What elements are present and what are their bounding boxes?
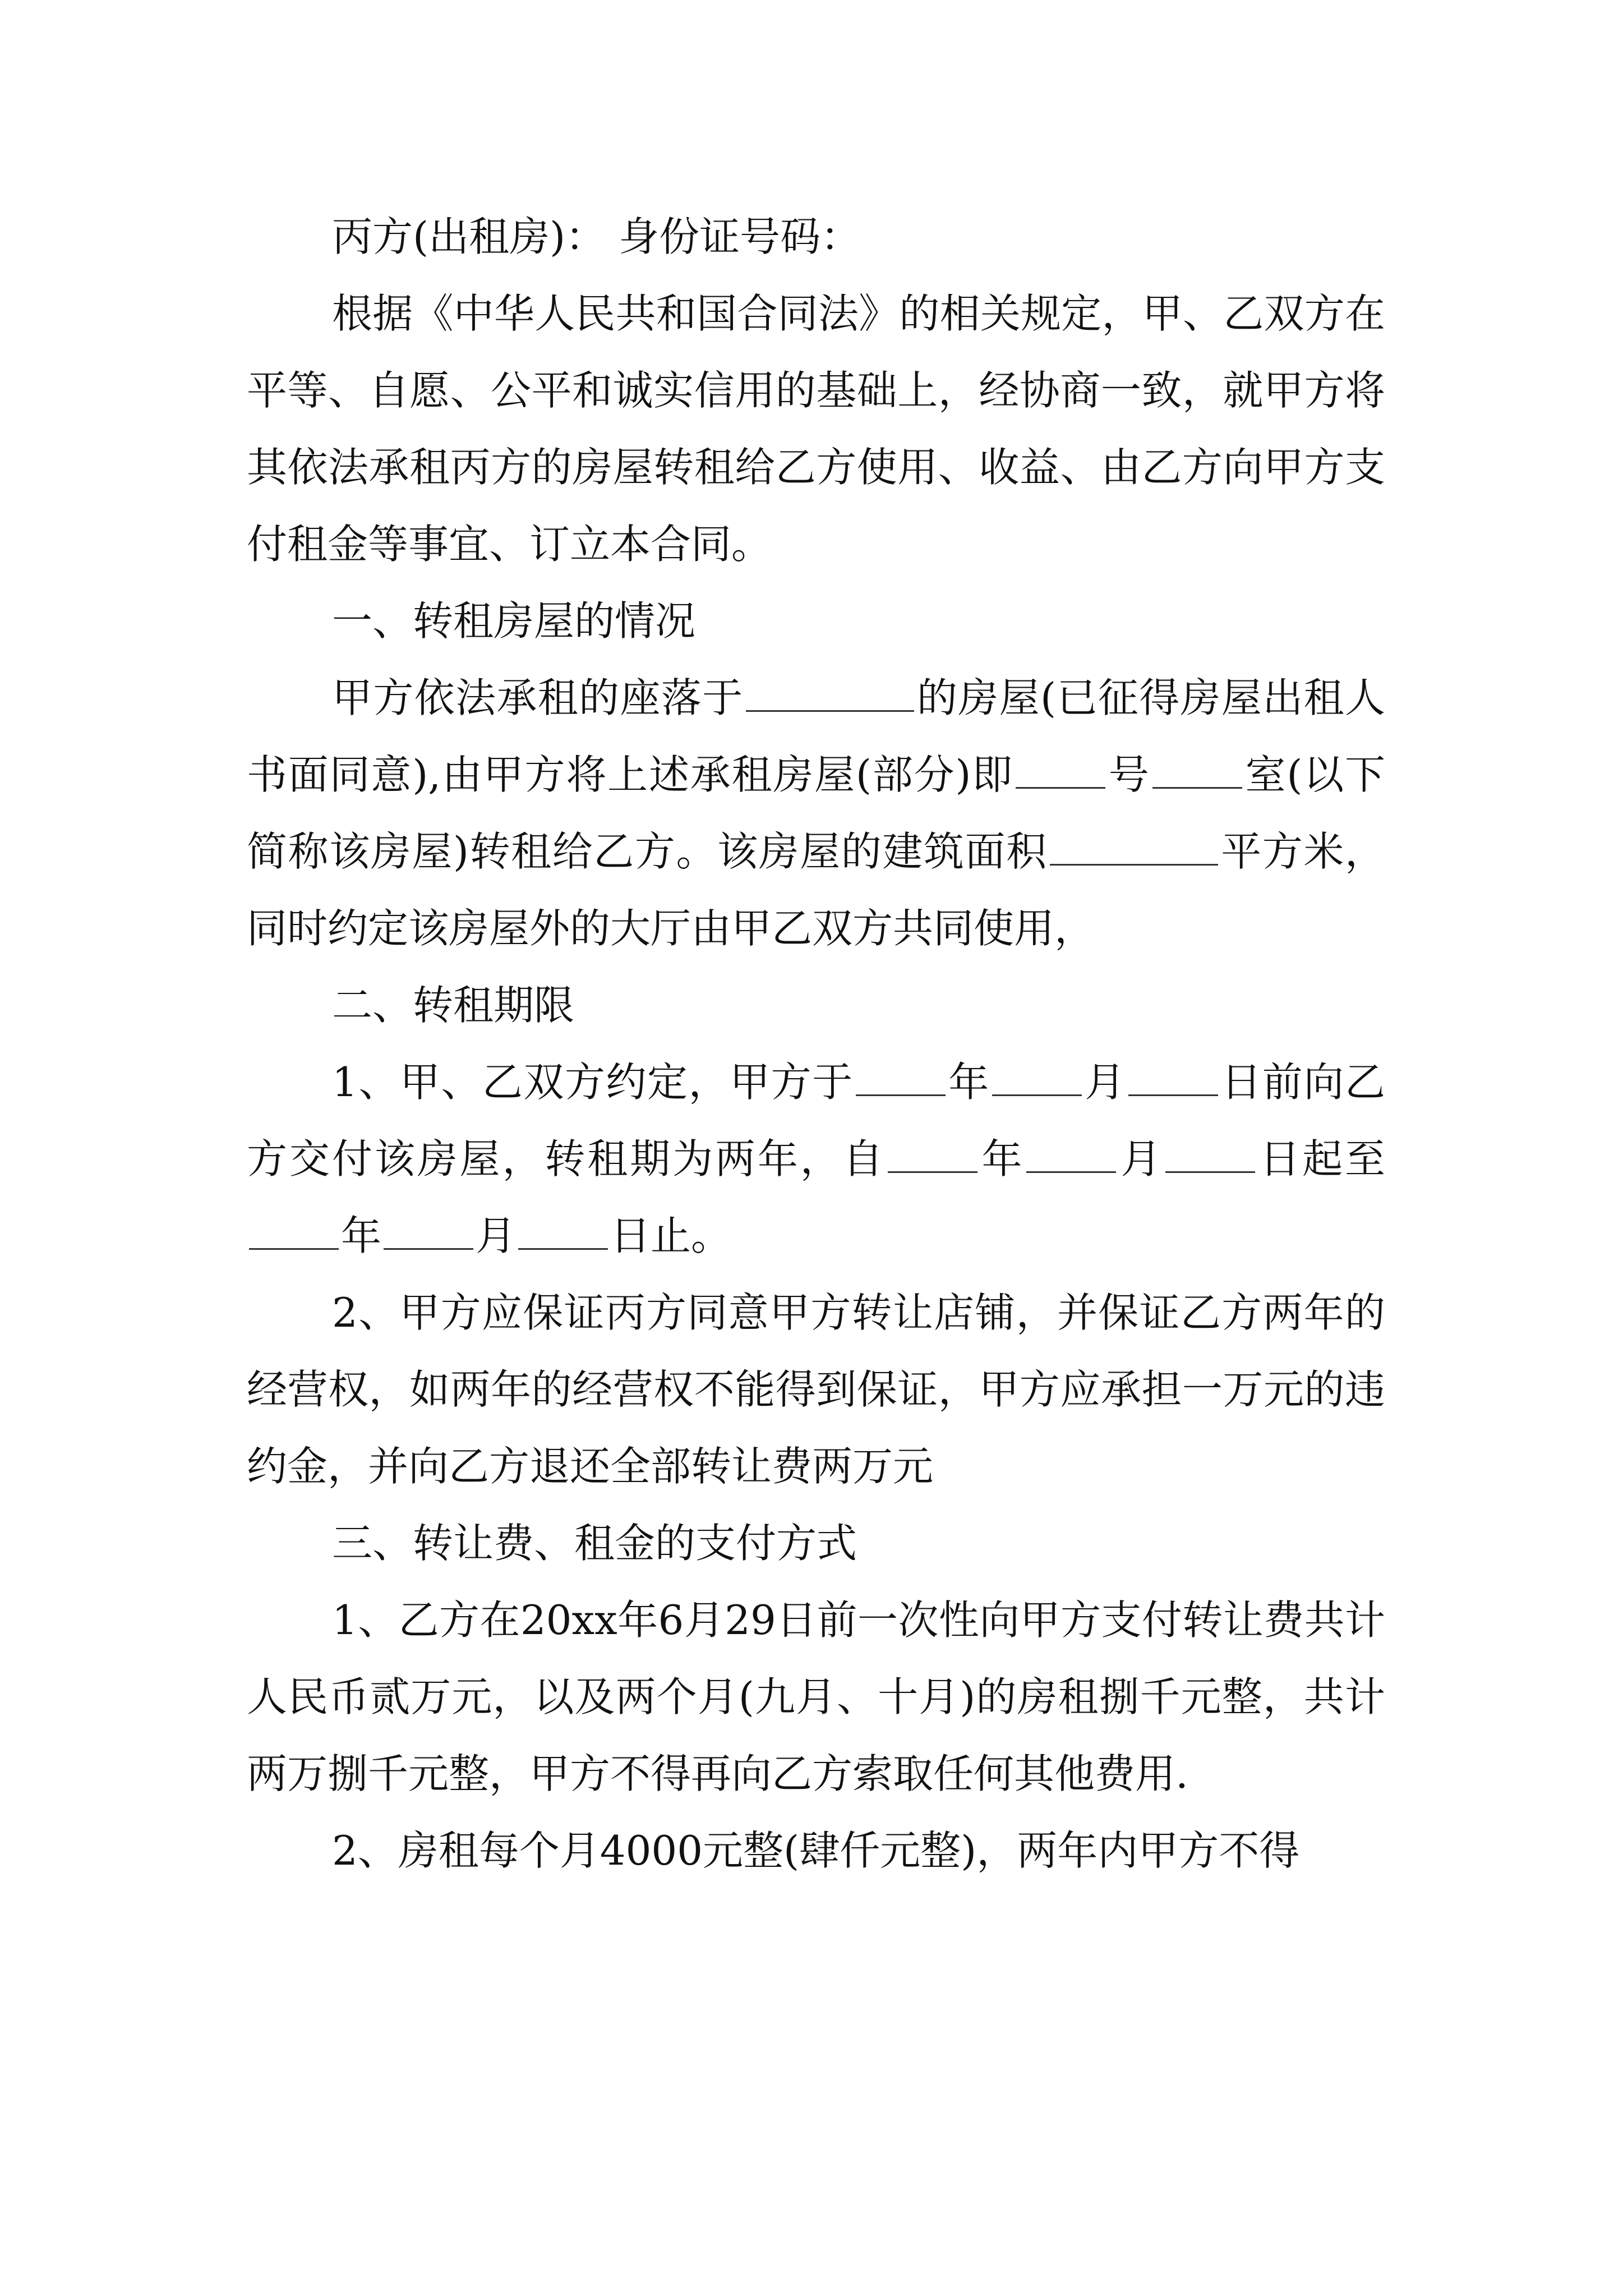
term-month-label-1: 月 (1083, 1059, 1126, 1106)
payment-paragraph-2: 2、房租每个月4000元整(肆仟元整)，两年内甲方不得 (332, 1827, 1300, 1874)
building-number-blank (1016, 749, 1105, 789)
party-c-line: 丙方(出租房)： 身份证号码： (332, 213, 861, 260)
term-month-label-2: 月 (1118, 1135, 1164, 1182)
section-heading-1: 一、转租房屋的情况 (332, 597, 696, 645)
section-heading-2: 二、转租期限 (332, 982, 575, 1029)
end-day-blank (518, 1210, 608, 1250)
term-text-1: 1、甲、乙双方约定，甲方于 (332, 1059, 854, 1106)
premises-text-1: 甲方依法承租的座落于 (332, 674, 744, 721)
term-month-label-3: 月 (476, 1212, 517, 1259)
term-text-3: 日起至 (1257, 1135, 1385, 1182)
start-month-blank (1026, 1133, 1116, 1173)
premises-text-5: 平方米，同时约定该房屋外的大厅由甲乙双方共同使用， (247, 828, 1385, 952)
guarantee-paragraph: 2、甲方应保证丙方同意甲方转让店铺，并保证乙方两年的经营权，如两年的经营权不能得到保证，甲方应承担一万元的违约金，并向乙方退还全部转让费两万元 (247, 1289, 1385, 1490)
start-day-blank (1165, 1133, 1255, 1173)
start-year-blank (888, 1133, 978, 1173)
area-blank (1050, 826, 1218, 866)
payment-paragraph-1: 1、乙方在20xx年6月29日前一次性向甲方支付转让费共计人民币贰万元，以及两个月(九月、十月)的房租捌千元整，共计两万捌千元整，甲方不得再向乙方索取任何其他费用. (247, 1596, 1385, 1797)
premises-text-4: 室(以下简称该房屋)转租给乙方。该房屋的建筑面积 (247, 751, 1385, 875)
end-month-blank (384, 1210, 473, 1250)
delivery-month-blank (992, 1056, 1082, 1096)
delivery-year-blank (856, 1056, 946, 1096)
address-blank (746, 672, 914, 712)
term-text-2: 日前向乙方交付该房屋，转租期为两年，自 (247, 1059, 1385, 1182)
term-year-label-3: 年 (341, 1212, 382, 1259)
delivery-day-blank (1128, 1056, 1218, 1096)
section-heading-3: 三、转让费、租金的支付方式 (332, 1520, 857, 1567)
end-year-blank (249, 1210, 339, 1250)
premises-text-3: 号 (1108, 751, 1150, 798)
premises-text-2: 的房屋(已征得房屋出租人书面同意),由甲方将上述承租房屋(部分)即 (247, 674, 1385, 798)
term-text-4: 日止。 (610, 1212, 732, 1259)
term-year-label-2: 年 (979, 1135, 1025, 1182)
contract-body (247, 199, 1385, 1889)
term-year-label-1: 年 (947, 1059, 990, 1106)
room-number-blank (1152, 749, 1242, 789)
term-paragraph (247, 1044, 1385, 1274)
premises-paragraph (247, 660, 1385, 967)
intro-paragraph: 根据《中华人民共和国合同法》的相关规定，甲、乙双方在平等、自愿、公平和诚实信用的基础上，经协商一致，就甲方将其依法承租丙方的房屋转租给乙方使用、收益、由乙方向甲方支付租金等事宜、订立本合同。 (247, 290, 1385, 568)
